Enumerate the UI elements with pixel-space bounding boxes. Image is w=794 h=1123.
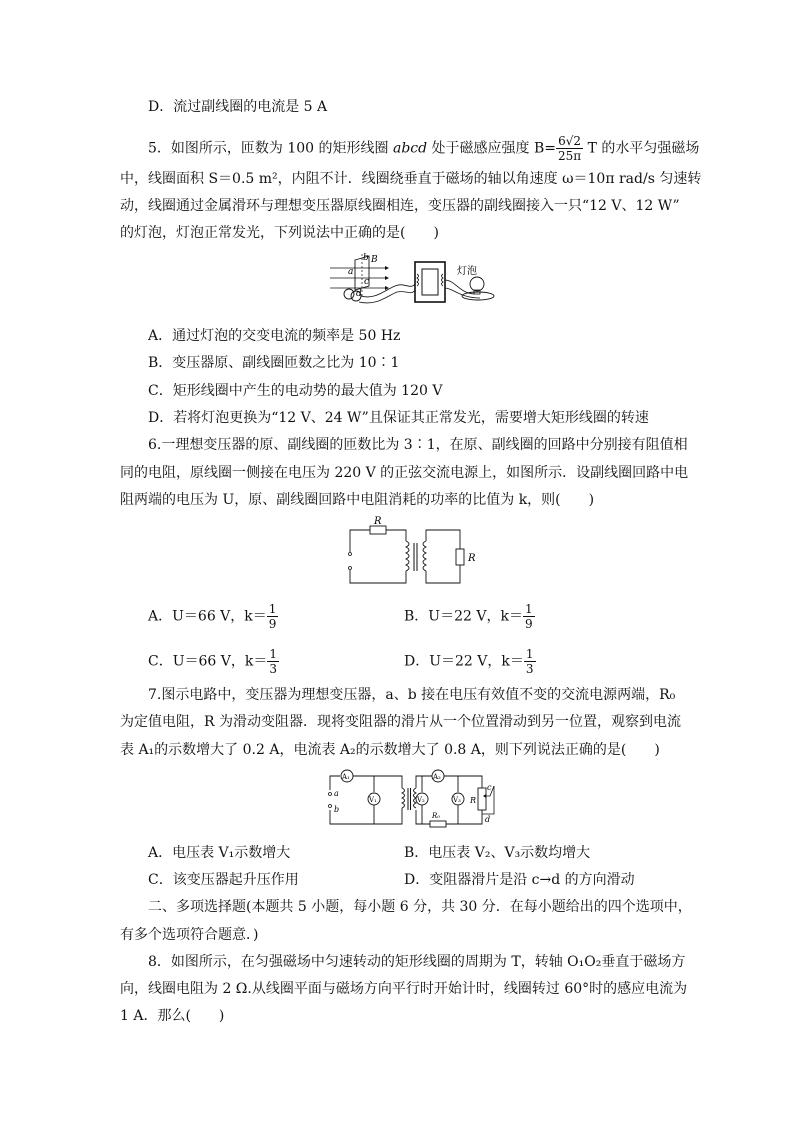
q5-fig-label-c: c — [364, 277, 370, 287]
q7-fig-label-v2: V₂ — [417, 796, 425, 804]
q5-stem-line-3: 动，线圈通过金属滑环与理想变压器原线圈相连，变压器的副线圈接入一只“12 V、12 W” — [120, 198, 680, 214]
q7-option-d: D．变阻器滑片是沿 c→d 的方向滑动 — [404, 872, 635, 888]
section2-heading-line-1: 二、多项选择题(本题共 5 小题，每小题 6 分，共 30 分．在每小题给出的四个选项中， — [148, 899, 692, 915]
q8-stem-line-1: 8．如图所示，在匀强磁场中匀速转动的矩形线圈的周期为 T，转轴 O₁O₂垂直于磁场方 — [148, 954, 686, 970]
q6-option-a: A．U＝66 V，k＝ $\frac{1}{9}$ — [148, 602, 277, 631]
q7-stem-line-3: 表 A₁的示数增大了 0.2 A，电流表 A₂的示数增大了 0.8 A，则下列说法正确的是( ) — [120, 742, 660, 758]
q7-stem-line-2: 为定值电阻，R 为滑动变阻器．现将变阻器的滑片从一个位置滑动到另一位置，观察到电流 — [120, 714, 681, 730]
q8-stem-line-2: 向，线圈电阻为 2 Ω.从线圈平面与磁场方向平行时开始计时，线圈转过 60°时的感应电流为 — [120, 981, 688, 997]
q6-stem-line-3: 阻两端的电压为 U，原、副线圈回路中电阻消耗的功率的比值为 k，则( ) — [120, 492, 595, 508]
q7-fig-label-v3: V₃ — [453, 796, 461, 804]
q7-option-c: C．该变压器起升压作用 — [148, 872, 299, 888]
q5-stem-line-1: 5．如图所示，匝数为 100 的矩形线圈 abcd 处于磁感应强度 B= $\frac{6√2}{25\pi}$ T 的水平匀强磁场 — [148, 134, 700, 163]
q5-option-a: A．通过灯泡的交变电流的频率是 50 Hz — [148, 328, 401, 344]
q5-fig-label-d: d — [356, 289, 362, 299]
q6-stem-line-1: 6.一理想变压器的原、副线圈的匝数比为 3∶1，在原、副线圈的回路中分别接有阻值相 — [148, 437, 688, 453]
q7-figure-circuit — [322, 766, 502, 832]
q5-fig-label-bulb: 灯泡 — [457, 266, 477, 277]
q6-stem-line-2: 同的电阻，原线圈一侧接在电压为 220 V 的正弦交流电源上，如图所示．设副线圈回路中电 — [120, 465, 689, 481]
q6-option-d: D．U＝22 V，k＝ $\frac{1}{3}$ — [404, 647, 534, 676]
q6-fig-label-r1: R — [374, 516, 382, 527]
q7-stem-line-1: 7.图示电路中，变压器为理想变压器，a、b 接在电压有效值不变的交流电源两端，R₀ — [148, 687, 676, 703]
q6-option-b: B．U＝22 V，k＝ $\frac{1}{9}$ — [404, 602, 533, 631]
q7-fig-label-c: c — [487, 783, 492, 792]
q4-option-d: D．流过副线圈的电流是 5 A — [148, 99, 328, 115]
q5-option-c: C．矩形线圈中产生的电动势的最大值为 120 V — [148, 383, 443, 399]
q7-fig-label-a: a — [334, 789, 339, 798]
q7-option-b: B．电压表 V₂、V₃示数均增大 — [404, 845, 591, 861]
q7-option-a: A．电压表 V₁示数增大 — [148, 845, 291, 861]
q5-fig-label-a: a — [348, 267, 354, 277]
q5-fig-label-B: B — [371, 255, 378, 265]
q5-figure-generator-transformer — [325, 250, 505, 310]
section2-heading-line-2: 有多个选项符合题意．) — [120, 927, 259, 943]
q7-fig-label-a2: A₂ — [433, 773, 441, 781]
q7-fig-label-v1: V₁ — [369, 796, 377, 804]
q7-fig-label-b: b — [334, 805, 340, 814]
q5-fig-label-b: b — [363, 253, 369, 263]
q6-figure-circuit — [340, 515, 480, 595]
q5-option-b: B．变压器原、副线圈匝数之比为 10∶1 — [148, 355, 400, 371]
q5-option-d: D．若将灯泡更换为“12 V、24 W”且保证其正常发光，需要增大矩形线圈的转速 — [148, 410, 649, 426]
q7-fig-label-r: R — [470, 796, 477, 805]
q7-fig-label-a1: A₁ — [342, 773, 350, 781]
q5-stem-line-2: 中，线圈面积 S＝0.5 m²，内阻不计．线圈绕垂直于磁场的轴以角速度 ω＝10π rad/s 匀速转 — [120, 171, 702, 187]
q7-fig-label-r0: R₀ — [432, 812, 441, 820]
q6-fig-label-r2: R — [468, 553, 476, 564]
q6-option-c: C．U＝66 V，k＝ $\frac{1}{3}$ — [148, 647, 278, 676]
q5-stem-line-4: 的灯泡，灯泡正常发光，下列说法中正确的是( ) — [120, 225, 439, 241]
q8-stem-line-3: 1 A．那么( ) — [120, 1008, 225, 1024]
q7-fig-label-d: d — [485, 815, 491, 824]
q5-b-fraction: $\frac{6√2}{25\pi}$ — [558, 134, 582, 163]
